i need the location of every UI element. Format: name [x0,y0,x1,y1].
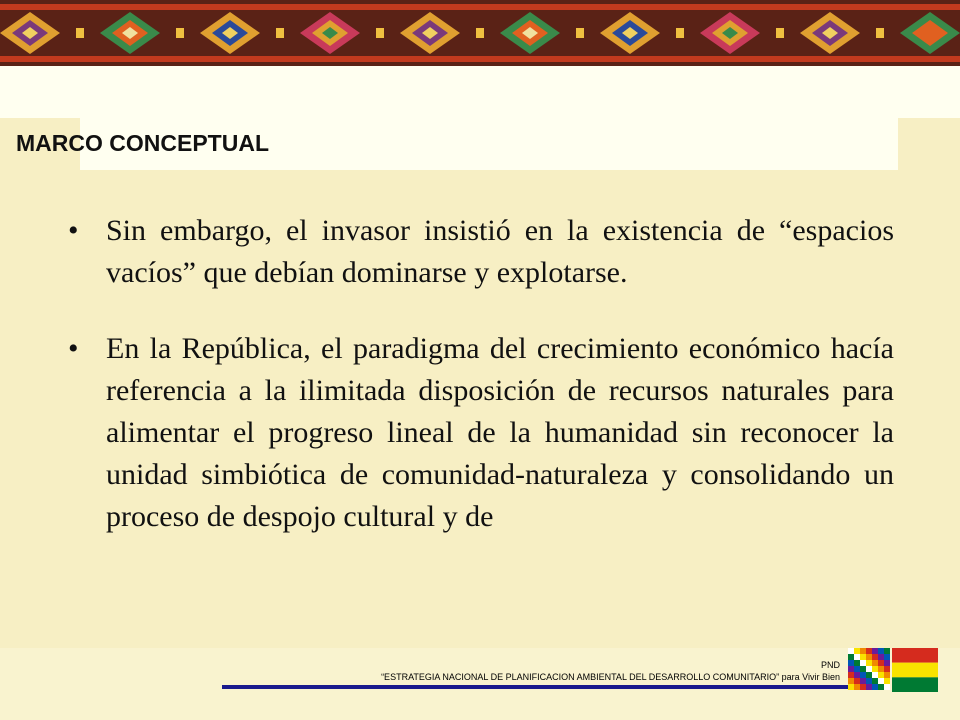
bullet-text: En la República, el paradigma del crecimiento económico hacía referencia a la ilimitada disposición de recursos naturales para alimentar el progreso lineal de la humanidad sin reconocer la unidad simbiótica de comunidad-naturaleza y consolidando un proceso de despojo cultural y de [106,332,894,533]
bullet-item [68,210,894,294]
wiphala-flag-icon [848,648,890,690]
bullet-item [68,328,894,538]
bolivia-flag-icon [892,648,938,692]
footer-divider [222,685,862,689]
textile-pattern-image [0,0,960,66]
footer-org-label: PND [820,660,840,670]
footer-strategy-label: “ESTRATEGIA NACIONAL DE PLANIFICACION AMBIENTAL DEL DESARROLLO COMUNITARIO” para Vivir Bien [381,672,840,682]
bullet-marker: • [68,214,79,247]
footer-band [0,648,960,720]
slide-content [68,210,894,648]
bullet-marker: • [68,332,79,365]
slide-title: MARCO CONCEPTUAL [16,130,269,156]
bullet-text: Sin embargo, el invasor insistió en la existencia de “espacios vacíos” que debían dominarse y explotarse. [106,214,894,289]
woven-textile-banner [0,0,960,66]
